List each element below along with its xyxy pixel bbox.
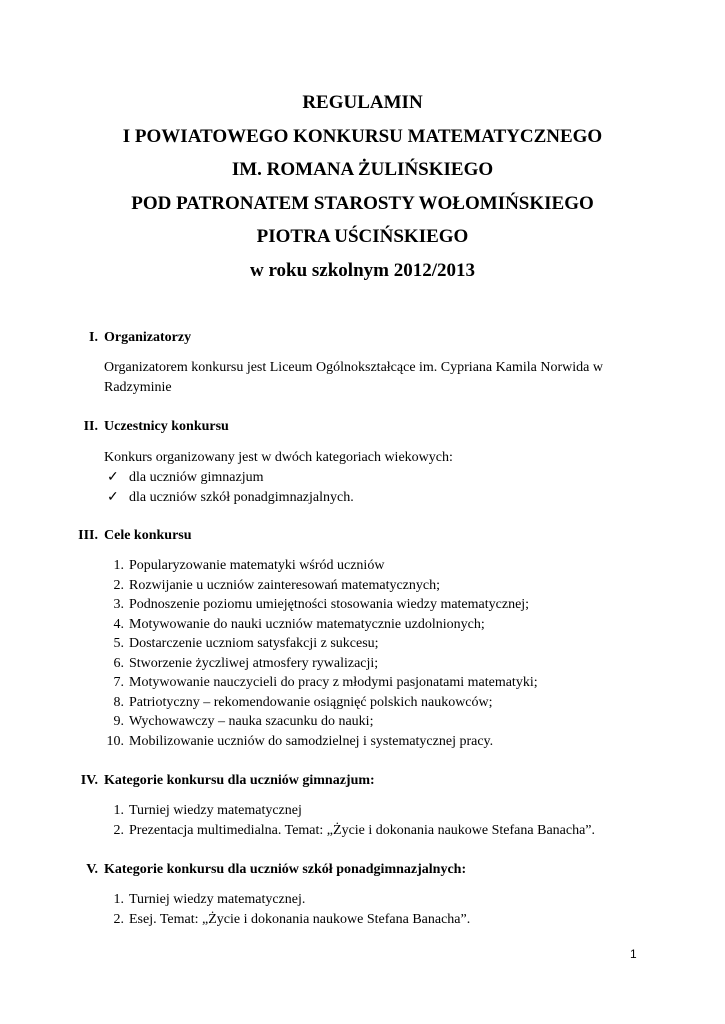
title-line: IM. ROMANA ŻULIŃSKIEGO bbox=[231, 159, 494, 180]
section-heading-organizers bbox=[0, 329, 725, 347]
list-item-text: Turniej wiedzy matematycznej bbox=[129, 803, 302, 818]
list-item-text: Podnoszenie poziomu umiejętności stosowania wiedzy matematycznej; bbox=[129, 597, 530, 612]
list-item-text: dla uczniów szkół ponadgimnazjalnych. bbox=[129, 489, 354, 505]
section-heading-junior-categories bbox=[0, 772, 725, 790]
document-title bbox=[0, 86, 725, 287]
section-heading-goals bbox=[0, 527, 725, 545]
checkmark-icon: ✓ bbox=[107, 489, 119, 505]
title-line: I POWIATOWEGO KONKURSU MATEMATYCZNEGO bbox=[122, 125, 603, 147]
section-number: I. bbox=[89, 330, 98, 345]
list-number: 7. bbox=[113, 675, 124, 690]
list-number: 1. bbox=[113, 892, 124, 907]
list-number: 2. bbox=[113, 911, 124, 927]
section-title: Kategorie konkursu dla uczniów gimnazjum: bbox=[104, 773, 375, 788]
list-item-text: Esej. Temat: „Życie i dokonania naukowe Stefana Banacha”. bbox=[129, 911, 471, 927]
section-number: III. bbox=[78, 528, 98, 543]
title-line: POD PATRONATEM STAROSTY WOŁOMIŃSKIEGO bbox=[131, 192, 594, 214]
list-item-text: Prezentacja multimedialna. Temat: „Życie i dokonania naukowe Stefana Banacha”. bbox=[129, 822, 596, 838]
section-title: Organizatorzy bbox=[104, 330, 192, 345]
section-paragraph: Organizatorem konkursu jest Liceum Ogólnokształcące im. Cypriana Kamila Norwida w Radzyminie bbox=[104, 360, 603, 395]
list-number: 6. bbox=[113, 655, 124, 671]
list-number: 5. bbox=[113, 636, 124, 651]
list-item-text: Patriotyczny – rekomendowanie osiągnięć polskich naukowców; bbox=[129, 694, 493, 710]
list-number: 1. bbox=[113, 558, 124, 573]
section-number: IV. bbox=[80, 773, 98, 788]
section-title: Kategorie konkursu dla uczniów szkół ponadgimnazjalnych: bbox=[104, 862, 467, 877]
list-number: 9. bbox=[113, 714, 124, 729]
list-number: 3. bbox=[113, 597, 124, 612]
list-number: 8. bbox=[113, 694, 124, 710]
section-number: II. bbox=[83, 419, 98, 434]
list-item-text: Motywowanie do nauki uczniów matematycznie uzdolnionych; bbox=[129, 616, 485, 632]
section-title: Uczestnicy konkursu bbox=[104, 419, 229, 434]
list-number: 2. bbox=[113, 822, 124, 838]
list-item-text: Dostarczenie uczniom satysfakcji z sukcesu; bbox=[129, 636, 379, 651]
section-heading-participants bbox=[0, 418, 725, 436]
title-line: w roku szkolnym 2012/2013 bbox=[249, 259, 476, 281]
list-number: 2. bbox=[113, 577, 124, 593]
checkmark-icon: ✓ bbox=[107, 470, 119, 485]
list-number: 4. bbox=[113, 616, 124, 632]
section-number: V. bbox=[86, 862, 98, 877]
section-paragraph: Konkurs organizowany jest w dwóch kategoriach wiekowych: bbox=[104, 450, 453, 465]
list-item-text: Motywowanie nauczycieli do pracy z młodymi pasjonatami matematyki; bbox=[129, 675, 538, 690]
page-number: 1 bbox=[630, 947, 637, 961]
list-item-text: dla uczniów gimnazjum bbox=[129, 470, 264, 485]
list-item-text: Stworzenie życzliwej atmosfery rywalizacji; bbox=[129, 655, 379, 671]
section-heading-senior-categories bbox=[0, 861, 725, 879]
list-number: 1. bbox=[113, 803, 124, 818]
section-title: Cele konkursu bbox=[104, 528, 192, 543]
title-line: REGULAMIN bbox=[302, 92, 423, 113]
list-item-text: Popularyzowanie matematyki wśród uczniów bbox=[129, 558, 385, 573]
list-item-text: Rozwijanie u uczniów zainteresowań matematycznych; bbox=[129, 577, 440, 593]
list-item-text: Mobilizowanie uczniów do samodzielnej i systematycznej pracy. bbox=[129, 733, 494, 749]
list-number: 10. bbox=[106, 733, 124, 749]
title-line: PIOTRA UŚCIŃSKIEGO bbox=[256, 226, 469, 247]
list-item-text: Wychowawczy – nauka szacunku do nauki; bbox=[129, 714, 374, 729]
list-item-text: Turniej wiedzy matematycznej. bbox=[129, 892, 306, 907]
